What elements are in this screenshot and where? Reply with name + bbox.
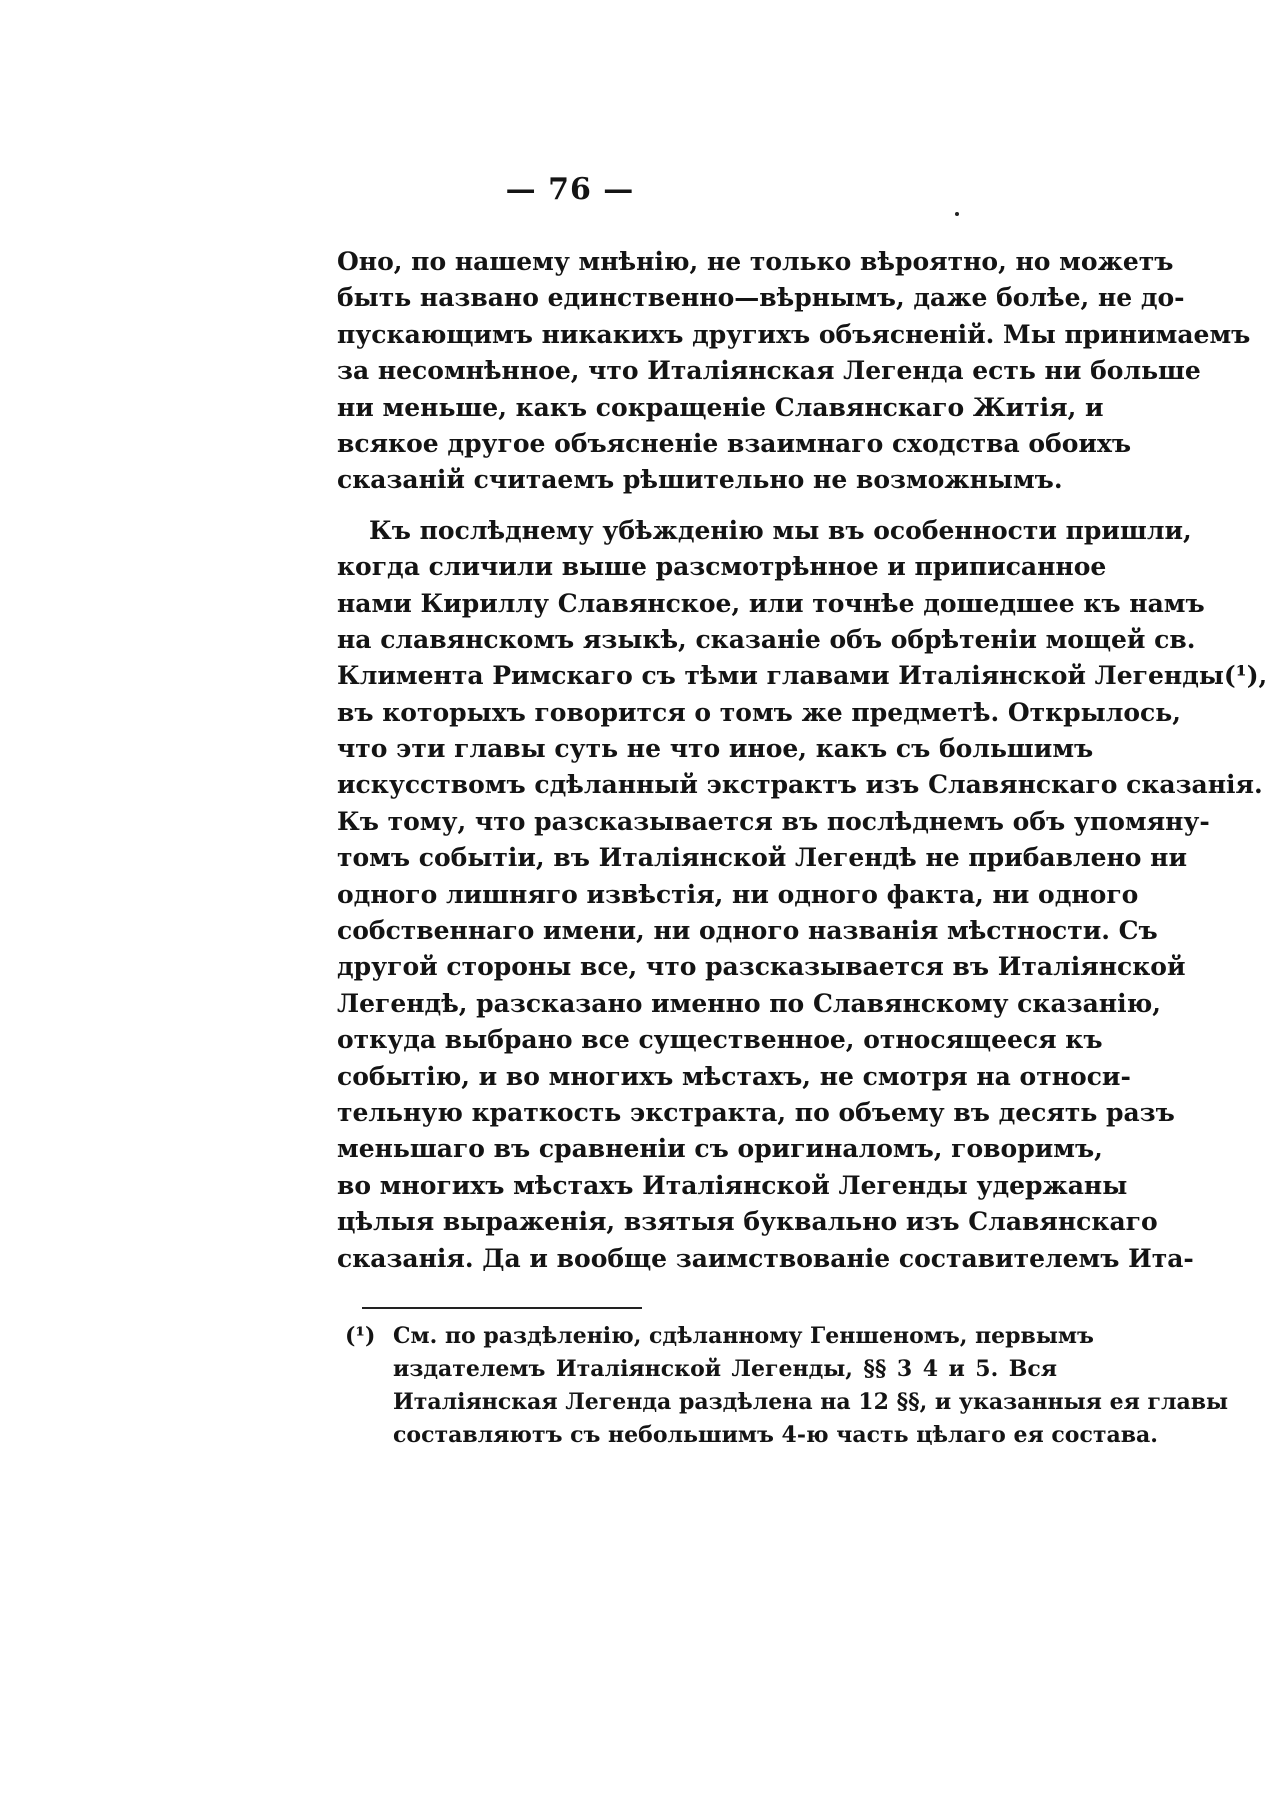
text-line: Оно, по нашему мнѣнію, не только вѣроятно, но можетъ [337, 247, 1174, 276]
footnote-first-line [345, 1320, 1094, 1353]
text-line: за несомнѣнное, что Италіянская Легенда есть ни больше [337, 356, 1201, 386]
text-line: быть названо единственно—вѣрнымъ, даже болѣе, не до- [337, 283, 1185, 313]
text-line: томъ событіи, въ Италіянской Легендѣ не прибавлено ни [337, 843, 1187, 873]
text-line: сказанія. Да и вообще заимствованіе составителемъ Ита- [337, 1243, 1194, 1273]
footnote [345, 1320, 1229, 1452]
print-speck [955, 212, 959, 216]
footnote-line: См. по раздѣленію, сдѣланному Геншеномъ, первымъ [393, 1323, 1094, 1349]
footnote-separator [362, 1307, 642, 1309]
footnote-line: составляютъ съ небольшимъ 4-ю часть цѣлаго ея состава. [393, 1422, 1158, 1448]
paragraph-gap [337, 499, 1057, 513]
text-line: нами Кириллу Славянское, или точнѣе дошедшее къ намъ [337, 588, 1205, 618]
text-line: тельную краткость экстракта, по объему въ десять разъ [337, 1097, 1175, 1127]
text-line: меньшаго въ сравненіи съ оригиналомъ, говоримъ, [337, 1134, 1103, 1164]
text-line: когда сличили выше разсмотрѣнное и приписанное [337, 552, 1107, 582]
text-line: въ которыхъ говорится о томъ же предметѣ. Открылось, [337, 697, 1181, 727]
footnote-line: Италіянская Легенда раздѣлена на 12 §§, и указанныя ея главы [393, 1389, 1229, 1415]
text-line: Легендѣ, разсказано именно по Славянскому сказанію, [337, 988, 1161, 1018]
text-line: пускающимъ никакихъ другихъ объясненій. Мы принимаемъ [337, 319, 1251, 349]
footnote-marker: (¹) [345, 1323, 376, 1349]
text-line: откуда выбрано все существенное, относящееся къ [337, 1025, 1103, 1055]
text-line: на славянскомъ языкѣ, сказаніе объ обрѣтеніи мощей св. [337, 624, 1196, 654]
main-text [337, 244, 1267, 1277]
text-line: собственнаго имени, ни одного названія мѣстности. Съ [337, 916, 1158, 946]
footnote-line: издателемъ Италіянской Легенды, §§ 3 4 и 5. Вся [393, 1356, 1057, 1382]
text-line: Къ послѣднему убѣжденію мы въ особенности пришли, [369, 515, 1192, 545]
paragraph-2 [337, 513, 1267, 1277]
text-line: искусствомъ сдѣланный экстрактъ изъ Славянскаго сказанія. [337, 770, 1263, 800]
text-line: во многихъ мѣстахъ Италіянской Легенды удержаны [337, 1170, 1128, 1200]
text-line: другой стороны все, что разсказывается въ Италіянской [337, 952, 1186, 982]
text-line: одного лишняго извѣстія, ни одного факта, ни одного [337, 879, 1139, 909]
text-line: цѣлыя выраженія, взятыя буквально изъ Славянскаго [337, 1207, 1158, 1237]
text-line: ни меньше, какъ сокращеніе Славянскаго Житія, и [337, 392, 1104, 422]
paragraph-1 [337, 244, 1251, 499]
text-line: событію, и во многихъ мѣстахъ, не смотря на относи- [337, 1061, 1131, 1091]
page-number: — 76 — [505, 172, 635, 207]
text-line: всякое другое объясненіе взаимнаго сходства обоихъ [337, 428, 1132, 458]
text-line: сказаній считаемъ рѣшительно не возможнымъ. [337, 465, 1063, 495]
text-line: что эти главы суть не что иное, какъ съ большимъ [337, 734, 1094, 764]
text-line: Къ тому, что разсказывается въ послѣднемъ объ упомяну- [337, 806, 1210, 836]
text-line: Климента Римскаго съ тѣми главами Италіянской Легенды(¹), [337, 661, 1267, 691]
